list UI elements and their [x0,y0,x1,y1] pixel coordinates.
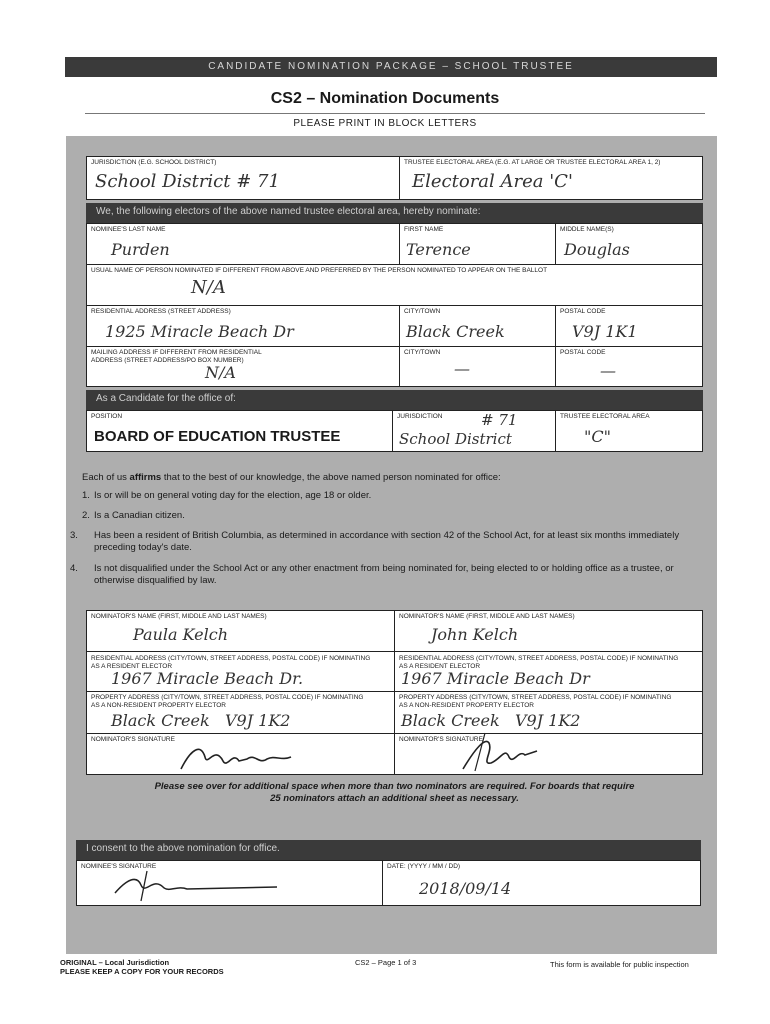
mailing-address-label: MAILING ADDRESS IF DIFFERENT FROM RESIDENTIAL ADDRESS (STREET ADDRESS/PO BOX NUMBER) [91,349,262,364]
position-field [87,411,393,451]
row-divider [395,651,702,652]
nominator-signature-2[interactable] [445,729,555,773]
footer-page: CS2 – Page 1 of 3 [355,958,417,967]
office-box [86,410,703,452]
nominator-signature-1[interactable] [177,739,297,773]
nominator-signature-label: NOMINATOR'S SIGNATURE [399,736,483,743]
postal-code-field[interactable] [556,306,702,346]
postal-code-value: V9J 1K1 [572,322,638,341]
electoral-area-label: TRUSTEE ELECTORAL AREA (E.G. AT LARGE OR TRUSTEE ELECTORAL AREA 1, 2) [404,159,661,166]
mailing-postal-label: POSTAL CODE [560,349,606,356]
consent-box [76,860,701,906]
residential-address-field[interactable] [87,306,400,346]
nominee-signature-field[interactable] [77,861,383,905]
row-divider [87,691,394,692]
middle-name-value: Douglas [564,240,630,259]
affirm-item: 2. Is a Canadian citizen. [82,510,185,521]
position-value: BOARD OF EDUCATION TRUSTEE [94,428,341,445]
last-name-value: Purden [111,240,170,259]
office-jurisdiction-value: School District [399,430,512,448]
first-name-value: Terence [406,240,471,259]
mailing-postal-value: — [600,361,616,380]
position-label: POSITION [91,413,123,420]
affirm-item-text: Is a Canadian citizen. [94,510,185,521]
postal-code-label: POSTAL CODE [560,308,606,315]
usual-name-label: USUAL NAME OF PERSON NOMINATED IF DIFFERENT FROM ABOVE AND PREFERRED BY THE PERSON NOMINATED TO APPEAR ON THE BALLOT [91,267,548,274]
city-field[interactable] [400,306,556,346]
office-jurisdiction-label: JURISDICTION [397,413,443,420]
nominator-property-value[interactable]: Black Creek V9J 1K2 [111,711,291,730]
nominator-name-label: NOMINATOR'S NAME (FIRST, MIDDLE AND LAST NAMES) [91,613,267,620]
consent-date-label: DATE: (YYYY / MM / DD) [387,863,461,870]
nominator-name-value[interactable]: Paula Kelch [133,625,229,644]
consent-date-field[interactable] [383,861,700,905]
affirm-item: 4. Is not disqualified under the School Act or any other enactment from being nominated for, being elected to or holding office as a trustee, or otherwise disqualified by law. [70,563,674,586]
affirm-item: 3. Has been a resident of British Columbia, as determined in accordance with section 42 of the School Act, for at least six months immediately preceding today's date. [70,530,680,553]
row-divider [87,651,394,652]
nominee-signature-label: NOMINEE'S SIGNATURE [81,863,157,870]
footer-left [60,958,224,976]
mailing-city-label: CITY/TOWN [404,349,441,356]
nominator-property-label: PROPERTY ADDRESS (CITY/TOWN, STREET ADDRESS, POSTAL CODE) IF NOMINATING AS A NON-RESIDENT PROPERTY ELECTOR [91,694,364,709]
affirm-item-text: Is or will be on general voting day for the election, age 18 or older. [94,490,372,501]
affirm-item: 1. Is or will be on general voting day for the election, age 18 or older. [82,490,372,501]
title-divider [85,113,705,114]
note-line-2: 25 nominators attach an additional sheet as necessary. [270,792,519,804]
first-name-field[interactable] [400,224,556,264]
city-value: Black Creek [406,322,505,341]
affirm-item-text: Is not disqualified under the School Act or any other enactment from being nominated for, being elected to or holding office as a trustee, or otherwise disqualified by law. [94,563,674,586]
last-name-field[interactable] [87,224,400,264]
footer-original: ORIGINAL – Local Jurisdiction [60,958,170,967]
candidate-bar: As a Candidate for the office of: [86,390,703,410]
nominator-signature-label: NOMINATOR'S SIGNATURE [91,736,175,743]
usual-name-value: N/A [191,277,226,298]
electoral-area-value: Electoral Area 'C' [412,171,573,192]
page-title: CS2 – Nomination Documents [270,90,500,107]
nominator-1 [87,611,395,774]
middle-name-field[interactable] [556,224,702,264]
residential-address-value: 1925 Miracle Beach Dr [105,322,294,341]
mailing-city-value: — [454,359,470,378]
mailing-address-field[interactable] [87,347,400,386]
electoral-area-field[interactable] [400,157,702,199]
affirm-intro-c: that to the best of our knowledge, the above named person nominated for office: [161,472,501,483]
additional-space-note [86,781,703,804]
office-jurisdiction-number: # 71 [481,411,518,429]
city-label: CITY/TOWN [404,308,441,315]
office-area-label: TRUSTEE ELECTORAL AREA [560,413,650,420]
nominator-property-label: PROPERTY ADDRESS (CITY/TOWN, STREET ADDRESS, POSTAL CODE) IF NOMINATING AS A NON-RESIDENT PROPERTY ELECTOR [399,694,672,709]
last-name-label: NOMINEE'S LAST NAME [91,226,166,233]
package-header-bar: CANDIDATE NOMINATION PACKAGE – SCHOOL TRUSTEE [65,57,717,77]
footer-keep-copy: PLEASE KEEP A COPY FOR YOUR RECORDS [60,967,224,976]
page-subtitle: PLEASE PRINT IN BLOCK LETTERS [293,118,477,129]
affirm-intro-a: Each of us [82,472,130,483]
consent-bar: I consent to the above nomination for office. [76,840,701,860]
footer-public: This form is available for public inspection [550,960,689,969]
jurisdiction-label: JURISDICTION (E.G. SCHOOL DISTRICT) [91,159,217,166]
nominate-bar: We, the following electors of the above named trustee electoral area, hereby nominate: [86,203,703,223]
jurisdiction-value: School District # 71 [95,171,280,192]
nominee-box [86,223,703,387]
nominator-residential-value[interactable]: 1967 Miracle Beach Dr [401,669,590,688]
row-divider [87,733,394,734]
residential-address-label: RESIDENTIAL ADDRESS (STREET ADDRESS) [91,308,231,315]
mailing-city-field[interactable] [400,347,556,386]
nominator-name-value[interactable]: John Kelch [431,625,519,644]
nominator-2 [395,611,702,774]
nominator-residential-value[interactable]: 1967 Miracle Beach Dr. [111,669,304,688]
jurisdiction-field[interactable] [87,157,400,199]
nominator-residential-label: RESIDENTIAL ADDRESS (CITY/TOWN, STREET ADDRESS, POSTAL CODE) IF NOMINATING AS A RESIDENT ELECTOR [91,655,371,670]
consent-date-value: 2018/09/14 [419,879,512,898]
affirm-intro-bold: affirms [129,472,162,483]
affirm-item-text: Has been a resident of British Columbia, as determined in accordance with section 42 of the School Act, for at least six months immediately preceding today's date. [94,530,680,553]
nominator-residential-label: RESIDENTIAL ADDRESS (CITY/TOWN, STREET ADDRESS, POSTAL CODE) IF NOMINATING AS A RESIDENT ELECTOR [399,655,679,670]
first-name-label: FIRST NAME [404,226,444,233]
middle-name-label: MIDDLE NAME(S) [560,226,614,233]
office-area-field[interactable] [556,411,702,451]
nominator-name-label: NOMINATOR'S NAME (FIRST, MIDDLE AND LAST NAMES) [399,613,575,620]
jurisdiction-box [86,156,703,200]
office-area-value: "C" [584,427,611,446]
row-divider [395,691,702,692]
office-jurisdiction-field[interactable] [393,411,556,451]
nominator-property-value[interactable]: Black Creek V9J 1K2 [401,711,581,730]
mailing-address-value: N/A [205,363,236,382]
note-line-1: Please see over for additional space when more than two nominators are required. For boards that require [154,781,635,792]
usual-name-field[interactable] [87,265,702,305]
affirm-intro [82,472,702,484]
mailing-postal-field[interactable] [556,347,702,386]
nominee-signature [107,867,307,903]
nominators-box [86,610,703,775]
